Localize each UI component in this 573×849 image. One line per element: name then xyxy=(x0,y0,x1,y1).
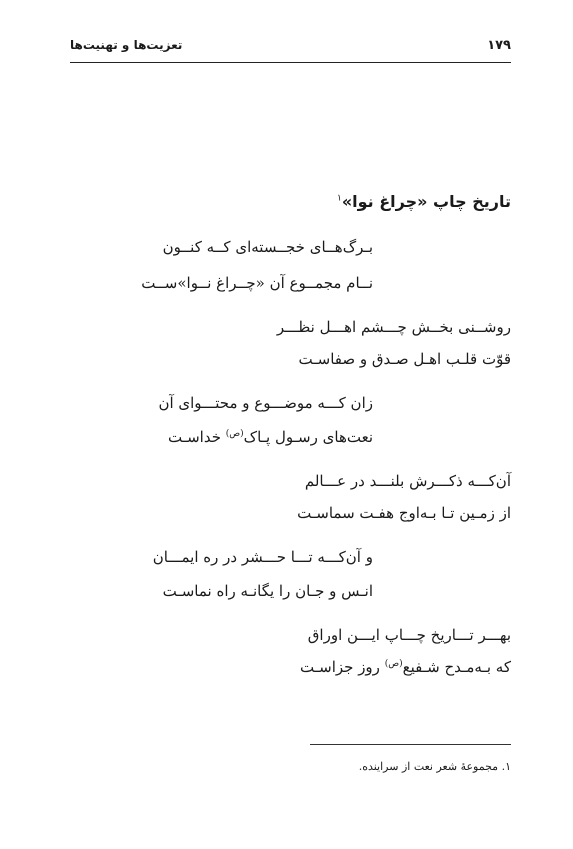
verse-text: روز جزاسـت xyxy=(300,658,385,676)
page-number: ۱۷۹ xyxy=(487,38,511,53)
verse-line: قوّت قلـب اهـل صـدق و صفاسـت xyxy=(298,350,511,368)
verse-text: خداسـت xyxy=(167,428,226,446)
footnote: ۱. مجموعهٔ شعر نعت از سراینده. xyxy=(358,760,511,773)
page-header xyxy=(70,36,511,58)
verse-line: آن‌کـــه ذکـــرش بلنـــد در عـــالم xyxy=(304,472,511,490)
verse-line: بهـــر تـــاریخ چـــاپ ایـــن اوراق xyxy=(307,626,511,644)
verse-line: زان کـــه موضـــوع و محتـــوای آن xyxy=(158,394,373,412)
running-title: تعزیت‌ها و تهنیت‌ها xyxy=(70,38,183,52)
verse-line xyxy=(168,428,373,446)
verse-line: از زمـین تـا بـه‌اوج هفـت سماسـت xyxy=(297,504,511,522)
honorific-marker: (ص) xyxy=(225,429,244,439)
footnote-marker: ۱ xyxy=(336,193,342,204)
honorific-marker: (ص) xyxy=(384,659,403,669)
verse-text: که بـه‌مـدح شـفیع xyxy=(402,658,511,676)
verse-line: نــام مجمــوع آن «چــراغ نــوا»ســت xyxy=(141,274,373,292)
verse-line: انـس و جـان را یگانـه راه نماسـت xyxy=(162,582,373,600)
verse-text: نعت‌های رسـول پـاک xyxy=(243,428,373,446)
poem-title-text: تاریخ چاپ «چراغ نوا» xyxy=(341,192,511,211)
header-rule xyxy=(70,62,511,63)
verse-line: روشــنی بخــش چـــشم اهـــل نظـــر xyxy=(276,318,511,336)
verse-line: و آن‌کـــه تـــا حـــشر در ره ایمـــان xyxy=(152,548,373,566)
footnote-rule xyxy=(310,744,511,745)
poem-title xyxy=(337,192,511,211)
verse-line xyxy=(300,658,511,676)
verse-line: بـرگ‌هــای خجــسته‌ای کــه کنــون xyxy=(162,238,373,256)
